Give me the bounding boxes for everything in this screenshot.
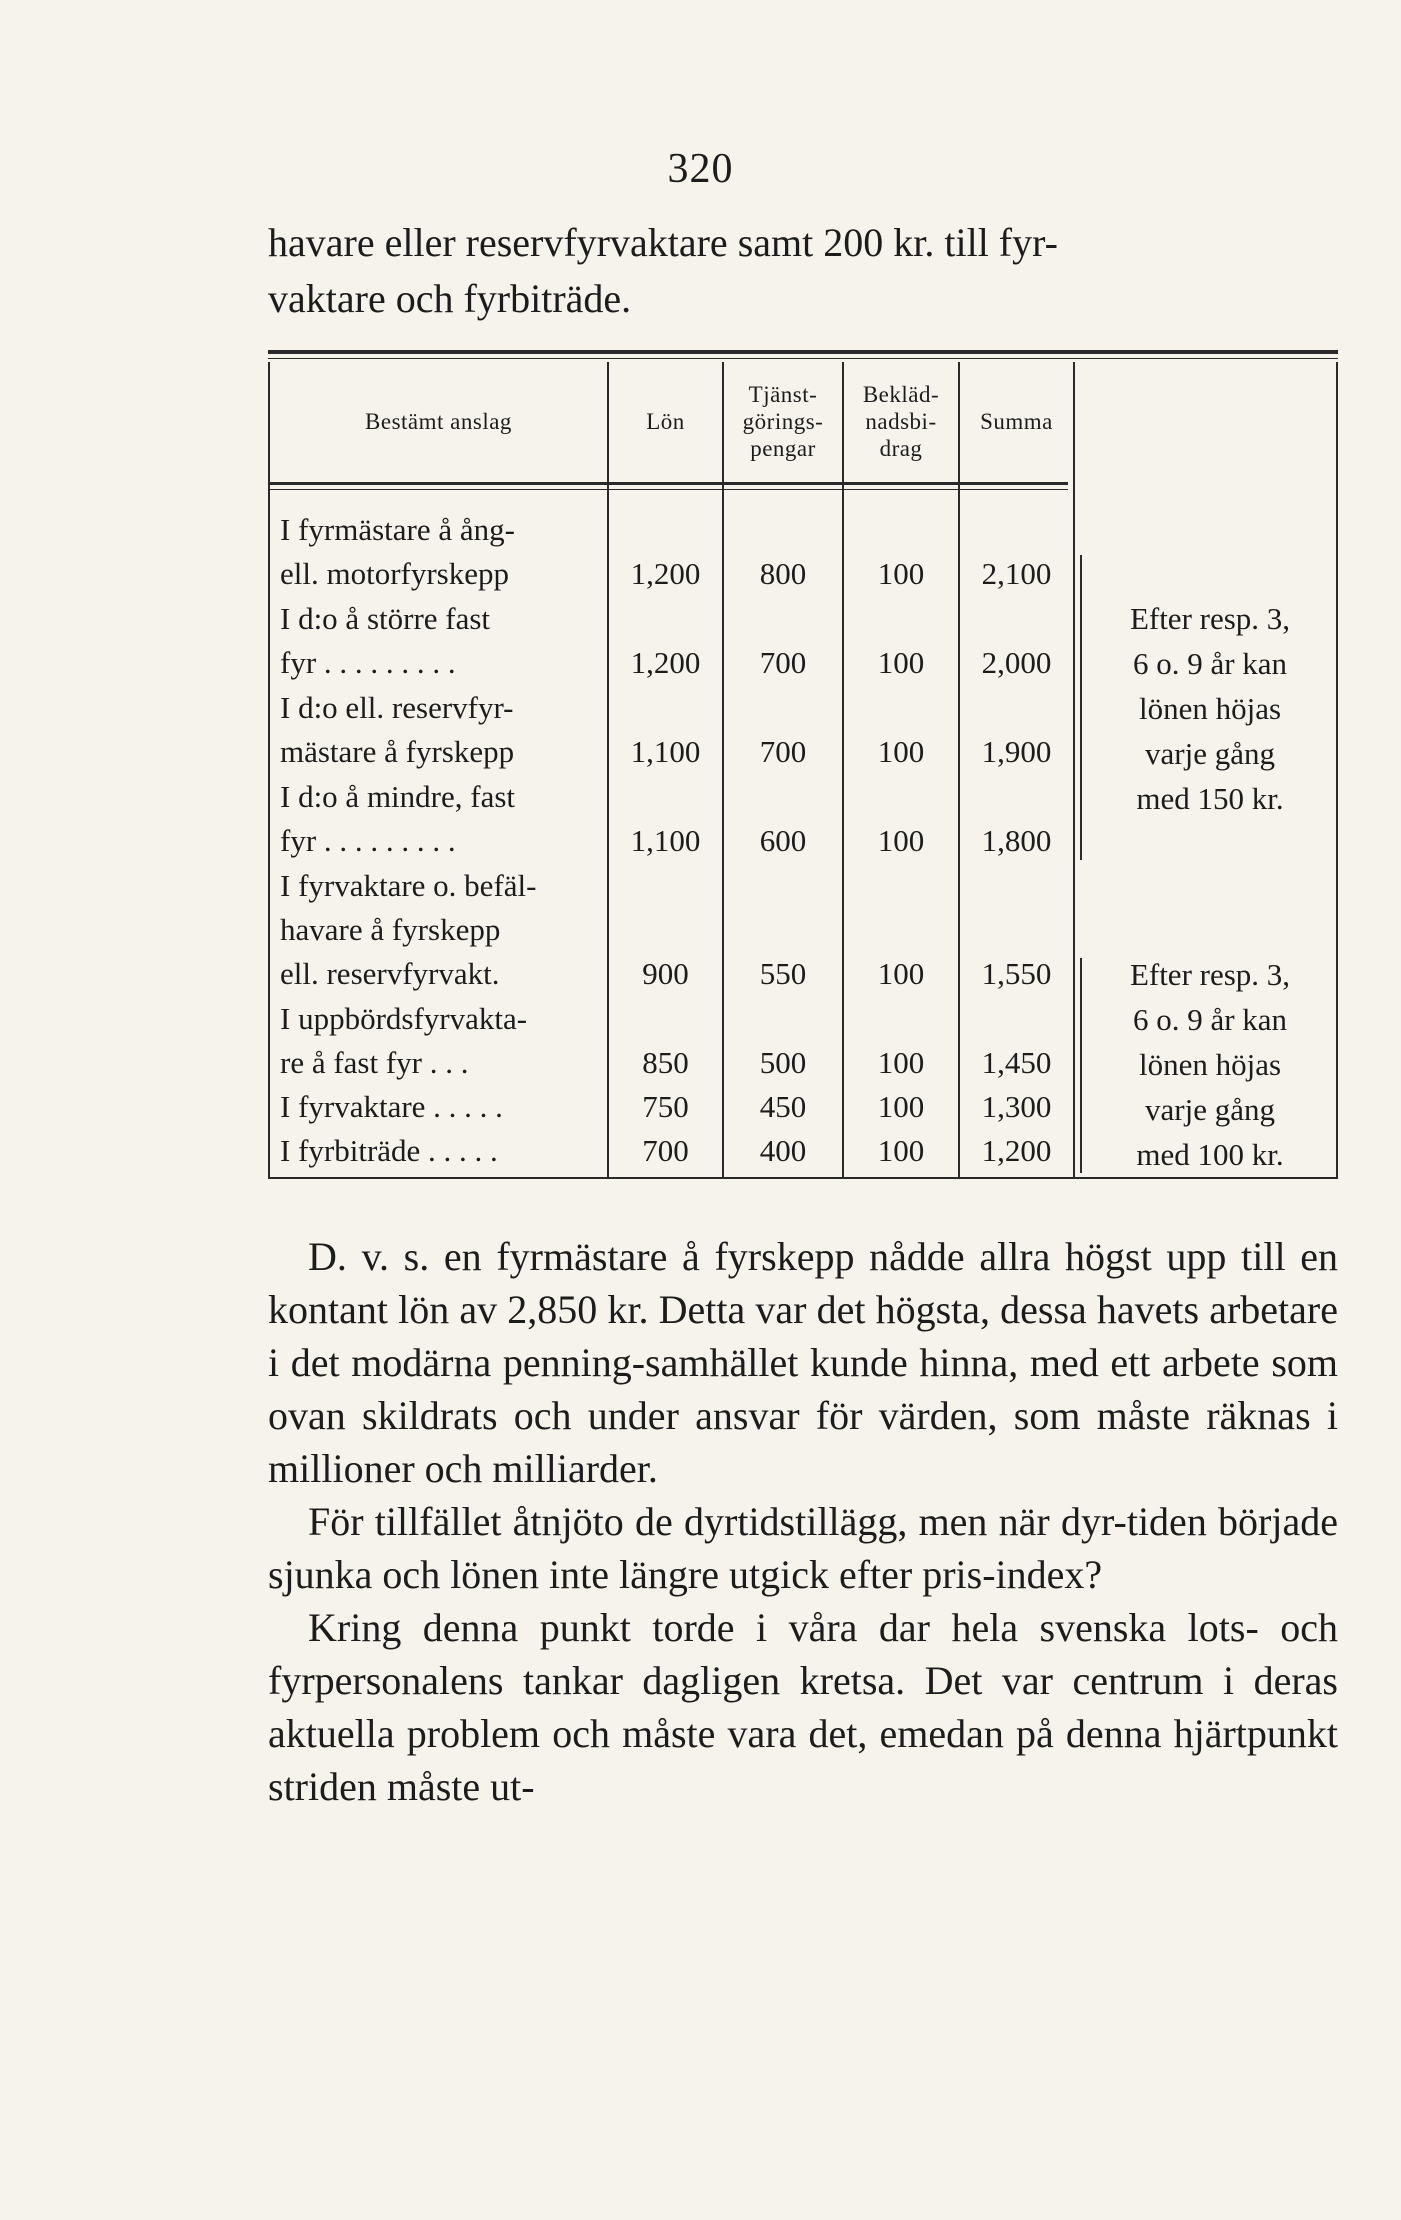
cell-beklad: 100 bbox=[877, 1089, 925, 1124]
note-line: 6 o. 9 år kan bbox=[1132, 646, 1288, 681]
column-divider bbox=[1073, 362, 1075, 1178]
table-right-border bbox=[1336, 362, 1338, 1178]
paragraph: Kring denna punkt torde i våra dar hela svenska lots- och fyrpersonalens tankar dagligen kretsa. Det var centrum i deras aktuella problem och måste vara det, emedan på denna hjärtpunkt striden måste ut- bbox=[268, 1605, 1338, 1809]
cell-lon: 750 bbox=[642, 1089, 689, 1124]
row-label-line: havare å fyrskepp bbox=[280, 912, 501, 947]
cell-tjanst: 700 bbox=[759, 734, 807, 769]
cell-summa: 1,300 bbox=[981, 1089, 1052, 1124]
cell-beklad: 100 bbox=[877, 556, 925, 591]
cell-lon: 700 bbox=[642, 1133, 689, 1168]
cell-summa: 1,450 bbox=[981, 1045, 1052, 1080]
cell-lon: 900 bbox=[642, 956, 689, 991]
note-line: 6 o. 9 år kan bbox=[1132, 1002, 1288, 1037]
cell-beklad: 100 bbox=[877, 823, 925, 858]
brace-group-1 bbox=[1080, 555, 1082, 860]
cell-summa: 1,200 bbox=[981, 1133, 1052, 1168]
intro-line: havare eller reservfyrvaktare samt 200 kr. till fyr- bbox=[268, 220, 1058, 265]
intro-line: vaktare och fyrbiträde. bbox=[268, 276, 632, 321]
cell-tjanst: 800 bbox=[759, 556, 807, 591]
paragraph: För tillfället åtnjöto de dyrtidstillägg, men när dyr-tiden började sjunka och lönen inte längre utgick efter pris-index? bbox=[268, 1499, 1338, 1597]
row-label-line: I d:o ell. reservfyr- bbox=[280, 690, 514, 725]
cell-beklad: 100 bbox=[877, 1045, 925, 1080]
note-line: lönen höjas bbox=[1138, 1047, 1282, 1082]
row-label-line: I d:o å mindre, fast bbox=[280, 779, 516, 814]
cell-beklad: 100 bbox=[877, 734, 925, 769]
note-line: varje gång bbox=[1145, 736, 1275, 771]
cell-lon: 1,200 bbox=[630, 645, 701, 680]
cell-tjanst: 500 bbox=[759, 1045, 807, 1080]
cell-tjanst: 700 bbox=[759, 645, 807, 680]
cell-summa: 2,100 bbox=[981, 556, 1052, 591]
cell-lon: 1,100 bbox=[630, 734, 701, 769]
cell-beklad: 100 bbox=[877, 645, 925, 680]
row-label-line: I uppbördsfyrvakta- bbox=[280, 1001, 528, 1036]
note-line: varje gång bbox=[1145, 1092, 1275, 1127]
cell-beklad: 100 bbox=[877, 956, 925, 991]
page-number: 320 bbox=[667, 146, 734, 192]
header-summa: Summa bbox=[980, 408, 1053, 434]
cell-lon: 850 bbox=[642, 1045, 689, 1080]
cell-tjanst: 600 bbox=[759, 823, 807, 858]
note-line: Efter resp. 3, bbox=[1129, 601, 1291, 636]
row-label-line: fyr . . . . . . . . . bbox=[280, 823, 456, 858]
header-rule-thin bbox=[268, 489, 1068, 490]
cell-lon: 1,200 bbox=[630, 556, 701, 591]
cell-lon: 1,100 bbox=[630, 823, 701, 858]
table-top-rule-thin bbox=[268, 358, 1338, 359]
row-label-line: I fyrmästare å ång- bbox=[280, 512, 515, 547]
cell-summa: 1,550 bbox=[981, 956, 1052, 991]
intro-text bbox=[268, 215, 1338, 327]
header-beklad: Bekläd- nadsbi- drag bbox=[862, 381, 940, 461]
header-tjanst: Tjänst- görings- pengar bbox=[742, 381, 824, 461]
cell-summa: 2,000 bbox=[981, 645, 1052, 680]
salary-note-2 bbox=[1085, 952, 1335, 1177]
row-label-line: I d:o å större fast bbox=[280, 601, 491, 636]
note-line: med 150 kr. bbox=[1136, 781, 1284, 816]
cell-tjanst: 400 bbox=[759, 1133, 807, 1168]
row-label-line: ell. motorfyrskepp bbox=[280, 556, 510, 591]
table-bottom-rule bbox=[268, 1177, 1338, 1179]
row-label-line: I fyrbiträde . . . . . bbox=[280, 1133, 498, 1168]
row-label-line: re å fast fyr . . . bbox=[280, 1045, 469, 1080]
row-label-line: fyr . . . . . . . . . bbox=[280, 645, 456, 680]
brace-group-2 bbox=[1080, 958, 1082, 1173]
cell-summa: 1,800 bbox=[981, 823, 1052, 858]
row-label-line: I fyrvaktare . . . . . bbox=[280, 1089, 503, 1124]
paragraph: D. v. s. en fyrmästare å fyrskepp nådde allra högst upp till en kontant lön av 2,850 kr. Detta var det högsta, dessa havets arbetare i det modärna penning-samhället kunde hinna, med ett arbete som ovan skildrats och under ansvar för värden, som måste räknas i millioner och milliarder. bbox=[268, 1234, 1338, 1491]
header-rule bbox=[268, 482, 1068, 485]
header-lon: Lön bbox=[646, 408, 685, 434]
row-label-line: I fyrvaktare o. befäl- bbox=[280, 868, 537, 903]
body-text bbox=[268, 1230, 1338, 1813]
cell-tjanst: 450 bbox=[759, 1089, 807, 1124]
salary-note-1 bbox=[1085, 596, 1335, 821]
row-label-line: mästare å fyrskepp bbox=[280, 734, 515, 769]
table-top-rule bbox=[268, 350, 1338, 354]
row-label-line: ell. reservfyrvakt. bbox=[280, 956, 500, 991]
note-line: med 100 kr. bbox=[1136, 1137, 1284, 1172]
cell-beklad: 100 bbox=[877, 1133, 925, 1168]
header-anslag: Bestämt anslag bbox=[365, 408, 512, 434]
note-line: lönen höjas bbox=[1138, 691, 1282, 726]
cell-tjanst: 550 bbox=[759, 956, 807, 991]
note-line: Efter resp. 3, bbox=[1129, 957, 1291, 992]
cell-summa: 1,900 bbox=[981, 734, 1052, 769]
